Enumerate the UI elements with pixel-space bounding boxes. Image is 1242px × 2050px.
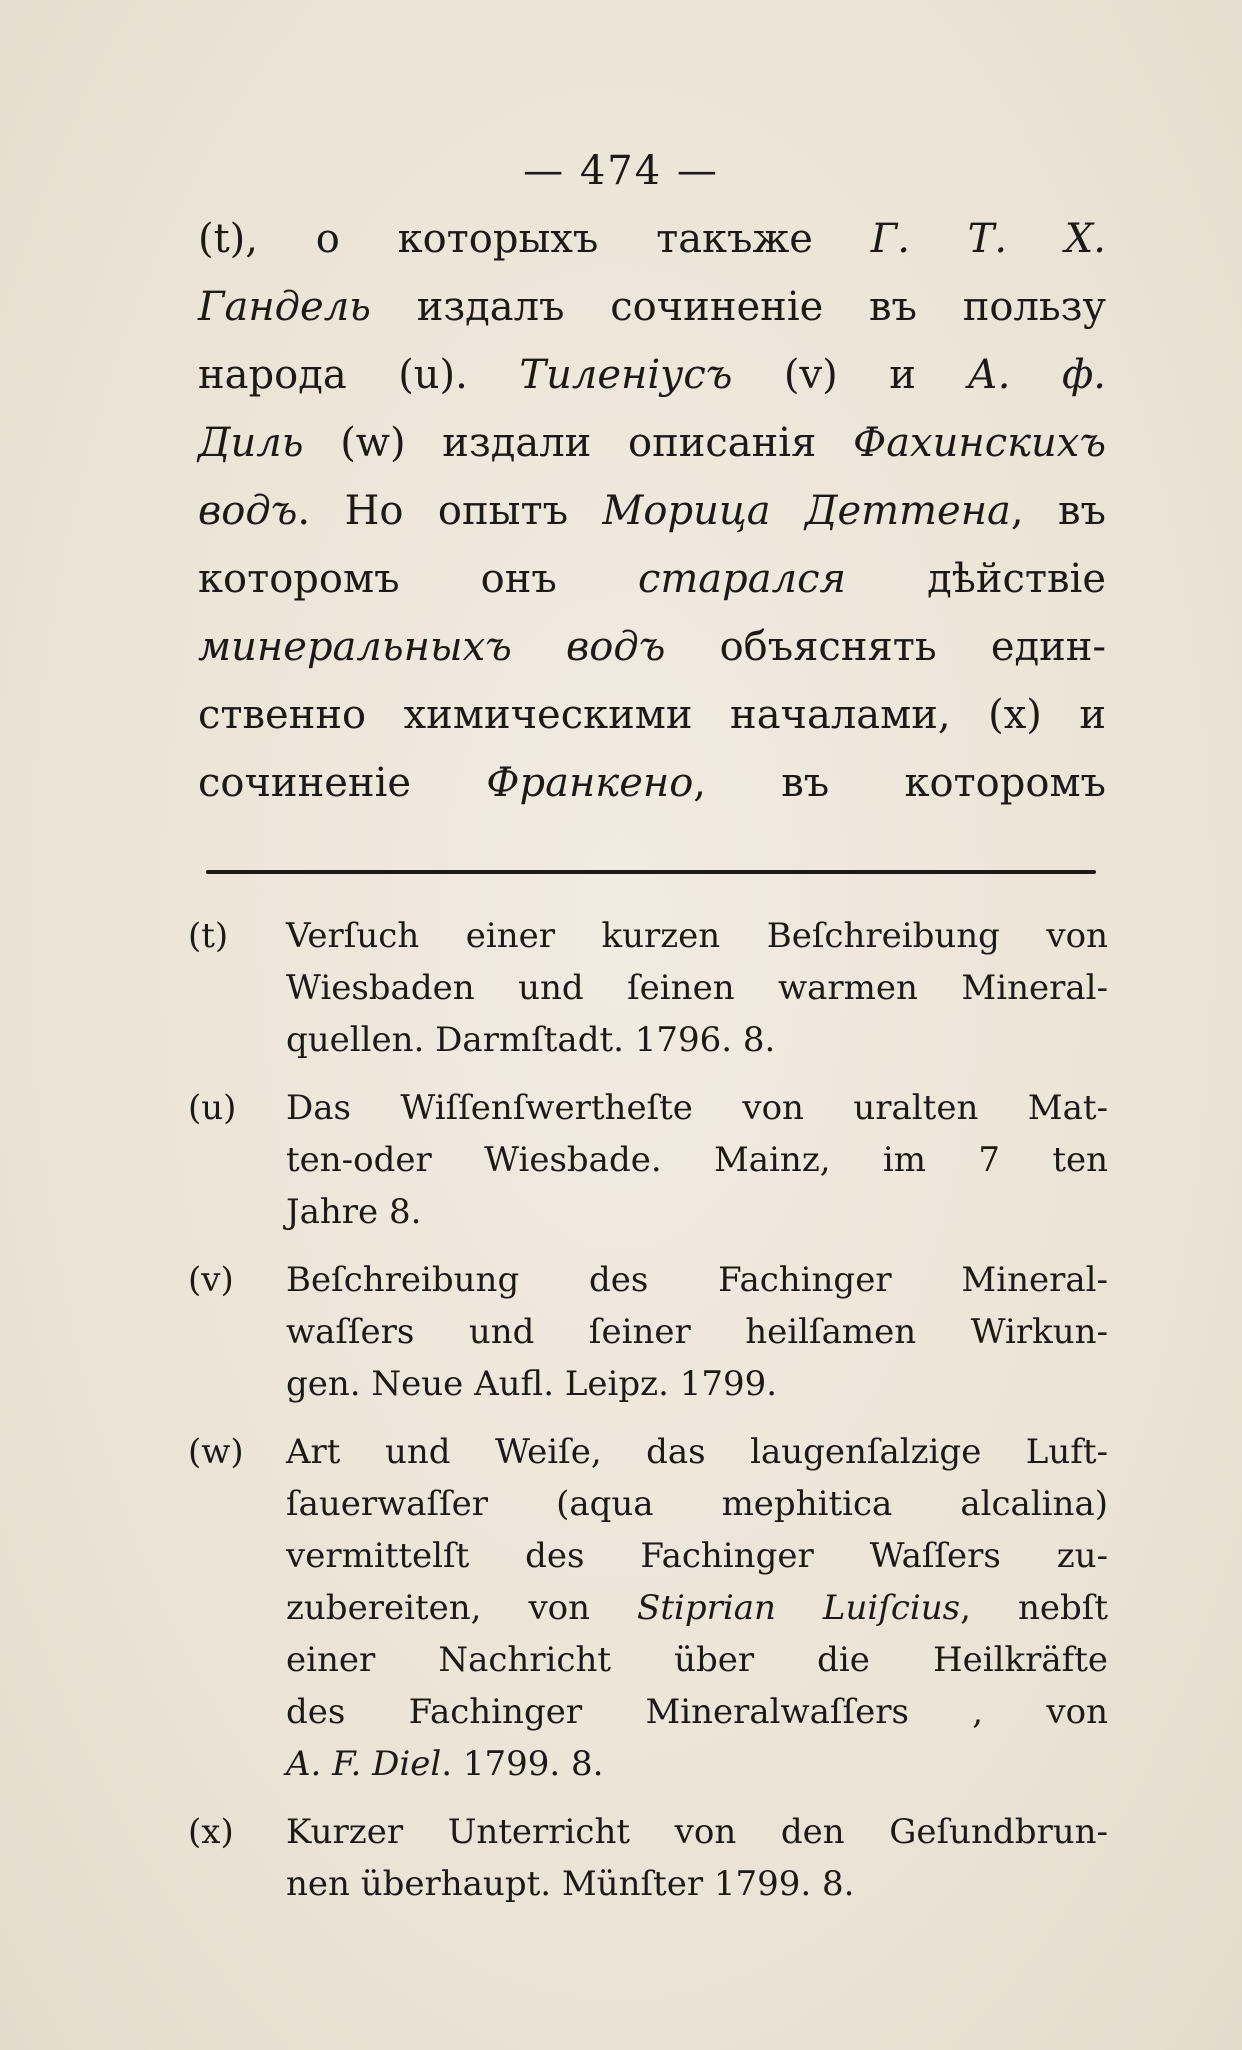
footnote-line: zubereiten, von Stiprian Luiſcius, nebſt	[286, 1588, 1108, 1628]
text-line: которомъ онъ старался дѣйствіе	[198, 556, 1107, 602]
footnote-line: A. F. Diel. 1799. 8.	[286, 1744, 604, 1784]
text-line: Гандель издалъ сочиненіе въ пользу	[198, 284, 1106, 330]
footnote-line: des Fachinger Mineralwaſſers , von	[286, 1692, 1108, 1732]
footnote-w	[188, 1426, 1108, 1790]
text-line: водъ. Но опытъ Морица Деттена, въ	[198, 488, 1106, 534]
footnote-line: quellen. Darmſtadt. 1796. 8.	[286, 1020, 776, 1060]
footnote-line: Kurzer Unterricht von den Geſundbrun-	[286, 1812, 1108, 1852]
text-line: минеральныхъ водъ объяснять един-	[198, 624, 1106, 670]
footnote-line: ſauerwaſſer (aqua mephitica alcalina)	[286, 1484, 1108, 1524]
footnote-t	[188, 910, 1108, 1066]
footnotes	[188, 910, 1108, 1926]
text-line: ственно химическими началами, (x) и	[198, 692, 1106, 738]
footnote-line: nen überhaupt. Münſter 1799. 8.	[286, 1864, 855, 1904]
footnote-line: Beſchreibung des Fachinger Mineral-	[286, 1260, 1108, 1300]
text-line: сочиненіе Франкено, въ которомъ	[198, 760, 1107, 806]
main-text	[198, 205, 1106, 817]
footnote-u	[188, 1082, 1108, 1238]
footnote-x	[188, 1806, 1108, 1910]
text-line: Диль (w) издали описанія Фахинскихъ	[198, 420, 1106, 466]
footnote-line: Art und Weiſe, das laugenſalzige Luft-	[286, 1432, 1108, 1472]
text-line: народа (u). Тиленіусъ (v) и А. ф.	[198, 352, 1106, 398]
text-line: (t), о которыхъ такъже Г. Т. Х.	[198, 216, 1107, 262]
footnote-mark: (t)	[188, 916, 229, 956]
footnote-mark: (v)	[188, 1260, 234, 1300]
footnote-line: einer Nachricht über die Heilkräfte	[286, 1640, 1108, 1680]
footnote-line: Wiesbaden und ſeinen warmen Mineral-	[286, 968, 1108, 1008]
footnote-line: Jahre 8.	[286, 1192, 422, 1232]
footnote-line: vermittelſt des Fachinger Waſſers zu-	[286, 1536, 1108, 1576]
footnote-line: waſſers und ſeiner heilſamen Wirkun-	[286, 1312, 1108, 1352]
footnote-line: gen. Neue Aufl. Leipz. 1799.	[286, 1364, 778, 1404]
footnote-mark: (x)	[188, 1812, 234, 1852]
footnote-divider	[206, 870, 1096, 874]
page-number: — 474 —	[523, 148, 719, 194]
footnote-mark: (w)	[188, 1432, 244, 1472]
footnote-v	[188, 1254, 1108, 1410]
footnote-mark: (u)	[188, 1088, 237, 1128]
footnote-line: Das Wiſſenſwertheſte von uralten Mat-	[286, 1088, 1108, 1128]
footnote-line: ten-oder Wiesbade. Mainz, im 7 ten	[286, 1140, 1108, 1180]
footnote-line: Verſuch einer kurzen Beſchreibung von	[286, 916, 1108, 956]
